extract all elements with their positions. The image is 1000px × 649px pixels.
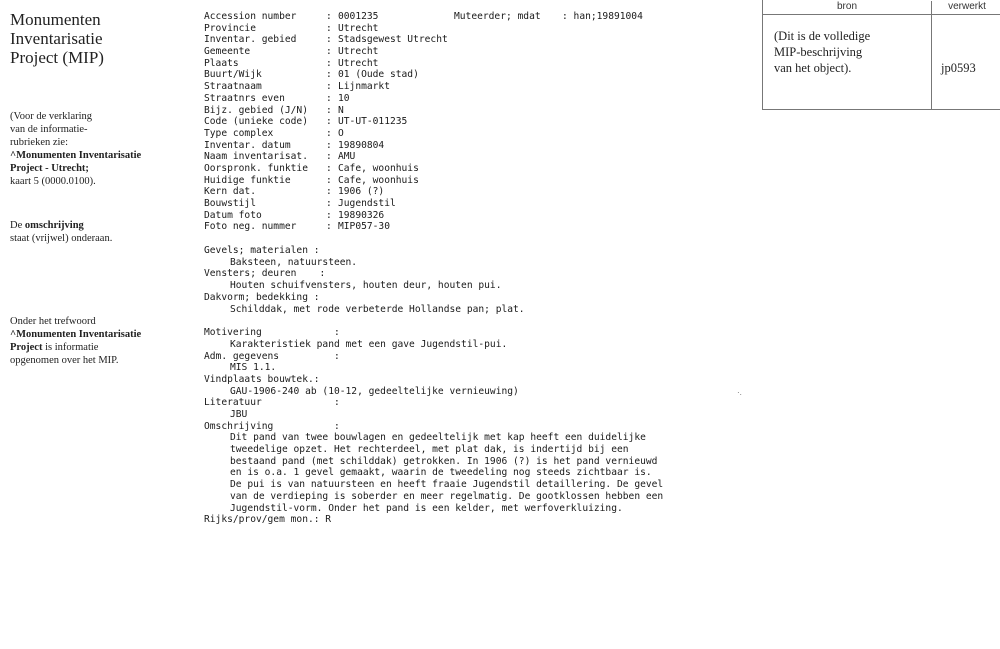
field-value: 0001235: [338, 11, 379, 22]
record-field: [204, 151, 764, 163]
field-colon: :: [326, 11, 332, 22]
header-bron: bron: [836, 1, 857, 12]
section-text: en is o.a. 1 gevel gemaakt, waarin de tweedeling nog steeds zichtbaar is.: [230, 467, 652, 479]
field-key: Inventar. datum: [204, 139, 291, 151]
field-colon: :: [326, 22, 332, 34]
section-heading: [204, 268, 764, 280]
note-reference: Project: [10, 342, 43, 353]
column-divider: [931, 14, 932, 110]
field-value: Stadsgewest Utrecht: [338, 34, 448, 46]
section-label: Vindplaats bouwtek.:: [204, 373, 320, 385]
field-value: MIP057-30: [338, 221, 390, 233]
section-colon: :: [334, 350, 340, 362]
field-key: Bijz. gebied (J/N): [204, 104, 308, 116]
field-colon: :: [326, 151, 332, 163]
note-line: Onder het trefwoord: [10, 316, 96, 327]
section-text: tweedelige opzet. Het rechterdeel, met plat dak, is indertijd bij een: [230, 444, 629, 456]
record-field: [204, 46, 764, 58]
record-field: [204, 69, 764, 81]
section-text: van de verdieping is soberder en meer regelmatig. De gootklossen hebben een: [230, 490, 664, 502]
section-text: De pui is van natuursteen en heeft fraaie Jugendstil detaillering. De gevel: [230, 479, 664, 491]
field-colon: :: [326, 174, 332, 186]
section-text: Karakteristiek pand met een gave Jugendstil-pui.: [230, 338, 508, 350]
record-field: [204, 23, 764, 35]
record-field: [204, 198, 764, 210]
record-sections-materials: [204, 245, 764, 315]
field-value: 10: [338, 92, 350, 104]
field-key: Kern dat.: [204, 186, 256, 198]
field-colon: :: [326, 104, 332, 116]
section-label: Omschrijving: [204, 420, 274, 432]
field-value: 1906 (?): [338, 186, 385, 198]
note-reference: Project - Utrecht;: [10, 163, 89, 174]
title-line: Monumenten: [10, 10, 101, 29]
section-label: Adm. gegevens: [204, 350, 280, 362]
field-key: Naam inventarisat.: [204, 151, 308, 163]
field-colon: :: [326, 116, 332, 128]
note-keyword: omschrijving: [24, 220, 84, 231]
monument-status: Rijks/prov/gem mon.: R: [204, 514, 332, 526]
field-key: Plaats: [204, 57, 239, 69]
field-colon: :: [326, 139, 332, 151]
title-line: Project (MIP): [10, 48, 104, 67]
field-key: Provincie: [204, 22, 256, 34]
section-text: MIS 1.1.: [230, 362, 277, 374]
table-header: [763, 0, 1000, 15]
section-heading: [204, 397, 764, 409]
section-colon: :: [334, 420, 340, 432]
field-key: Type complex: [204, 127, 274, 139]
note-reference: ^Monumenten Inventarisatie: [10, 329, 142, 340]
field-key: Oorspronk. funktie: [204, 162, 308, 174]
record-field: [204, 81, 764, 93]
header-verwerkt: verwerkt: [931, 1, 1000, 15]
note-line: rubrieken zie:: [10, 137, 69, 148]
field-value: 19890326: [338, 209, 385, 221]
field-value: AMU: [338, 151, 356, 163]
section-heading: [204, 351, 764, 363]
document-title: [10, 10, 160, 67]
section-heading: [204, 374, 764, 386]
field-colon: :: [326, 209, 332, 221]
record-field: [204, 186, 764, 198]
field-value: Utrecht: [338, 22, 379, 34]
description-note: [10, 219, 170, 245]
record-field: [204, 11, 764, 23]
field-key: Code (unieke code): [204, 116, 308, 128]
record-field: [204, 116, 764, 128]
field-key: Muteerder; mdat: [454, 11, 541, 22]
field-colon: :: [326, 46, 332, 58]
field-value: O: [338, 127, 344, 139]
record-field: [204, 105, 764, 117]
section-text: Schilddak, met rode verbeterde Hollandse pan; plat.: [230, 303, 525, 315]
field-value: Cafe, woonhuis: [338, 174, 419, 186]
field-value: Utrecht: [338, 57, 379, 69]
note-line: opgenomen over het MIP.: [10, 355, 119, 366]
field-key: Foto neg. nummer: [204, 221, 297, 233]
field-colon: :: [326, 69, 332, 81]
record-fields: [204, 11, 764, 233]
field-value: Utrecht: [338, 46, 379, 58]
section-heading: [204, 421, 764, 433]
field-value: 19890804: [338, 139, 385, 151]
field-value: Lijnmarkt: [338, 81, 390, 93]
section-heading: [204, 327, 764, 339]
record-field: [204, 221, 764, 233]
note-line: kaart 5 (0000.0100).: [10, 176, 96, 187]
field-colon: :: [326, 92, 332, 104]
field-key: Bouwstijl: [204, 198, 256, 209]
bron-line: (Dit is de volledige: [774, 29, 871, 43]
field-key: Inventar. gebied: [204, 34, 297, 46]
field-key: Accession number: [204, 11, 297, 22]
note-line: van de informatie-: [10, 124, 88, 135]
section-text: JBU: [230, 409, 248, 420]
field-colon: :: [326, 186, 332, 198]
bron-cell: [774, 28, 924, 76]
field-key: Straatnaam: [204, 81, 262, 93]
section-label: Gevels; materialen :: [204, 245, 320, 257]
record-field: [204, 34, 764, 46]
field-value: 01 (Oude stad): [338, 69, 419, 81]
field-colon: :: [326, 198, 332, 209]
section-heading: [204, 245, 764, 257]
section-text: bestaand pand (met schilddak) getrokken. In 1906 (?) is het pand vernieuwd: [230, 455, 658, 467]
scan-speck: ·.: [737, 388, 742, 397]
note-text: is informatie: [42, 342, 99, 353]
record-field: [204, 93, 764, 105]
field-key: Huidige funktie: [204, 174, 291, 186]
section-colon: :: [334, 327, 340, 339]
mip-record: [204, 11, 764, 526]
field-value: Cafe, woonhuis: [338, 162, 419, 174]
field-key: Buurt/Wijk: [204, 69, 262, 81]
explanation-note: [10, 110, 170, 188]
record-field: [204, 175, 764, 187]
field-colon: :: [326, 57, 332, 69]
section-text: Baksteen, natuursteen.: [230, 256, 358, 268]
section-text: Jugendstil-vorm. Onder het pand is een kelder, met werfoverkluizing.: [230, 502, 623, 514]
keyword-note: [10, 315, 170, 367]
section-label: Literatuur: [204, 397, 262, 409]
record-field: [204, 163, 764, 175]
field-key: Gemeente: [204, 46, 251, 58]
section-text: Dit pand van twee bouwlagen en gedeeltelijk met kap heeft een duidelijke: [230, 432, 646, 444]
field-colon: :: [326, 162, 332, 174]
section-text: GAU-1906-240 ab (10-12, gedeeltelijke vernieuwing): [230, 385, 519, 397]
verwerkt-cell: jp0593: [941, 61, 976, 75]
field-key: Datum foto: [204, 209, 262, 221]
field-value: N: [338, 104, 344, 116]
field-colon: :: [326, 81, 332, 93]
bron-line: MIP-beschrijving: [774, 45, 863, 59]
section-text: Houten schuifvensters, houten deur, houten pui.: [230, 280, 502, 292]
table-bottom-rule: [763, 109, 1000, 110]
note-text: De: [10, 220, 25, 231]
note-line: staat (vrijwel) onderaan.: [10, 233, 113, 244]
field-colon: :: [326, 127, 332, 139]
field-colon: :: [326, 34, 332, 46]
source-table: [762, 0, 1000, 110]
record-field: [204, 210, 764, 222]
section-label: Vensters; deuren :: [204, 268, 326, 280]
field-value: UT-UT-011235: [338, 116, 408, 128]
title-line: Inventarisatie: [10, 29, 103, 48]
field-value: Jugendstil: [338, 198, 396, 209]
bron-line: van het object).: [774, 61, 852, 75]
field-value: : han;19891004: [562, 11, 643, 22]
record-field: [204, 58, 764, 70]
field-key: Straatnrs even: [204, 92, 285, 104]
section-colon: :: [334, 397, 340, 409]
section-heading: [204, 292, 764, 304]
record-sections-description: [204, 327, 764, 514]
record-field: [204, 128, 764, 140]
note-reference: ^Monumenten Inventarisatie: [10, 150, 142, 161]
record-field: [204, 140, 764, 152]
section-label: Dakvorm; bedekking :: [204, 291, 320, 303]
field-colon: :: [326, 221, 332, 233]
section-label: Motivering: [204, 327, 262, 339]
note-line: (Voor de verklaring: [10, 111, 93, 122]
